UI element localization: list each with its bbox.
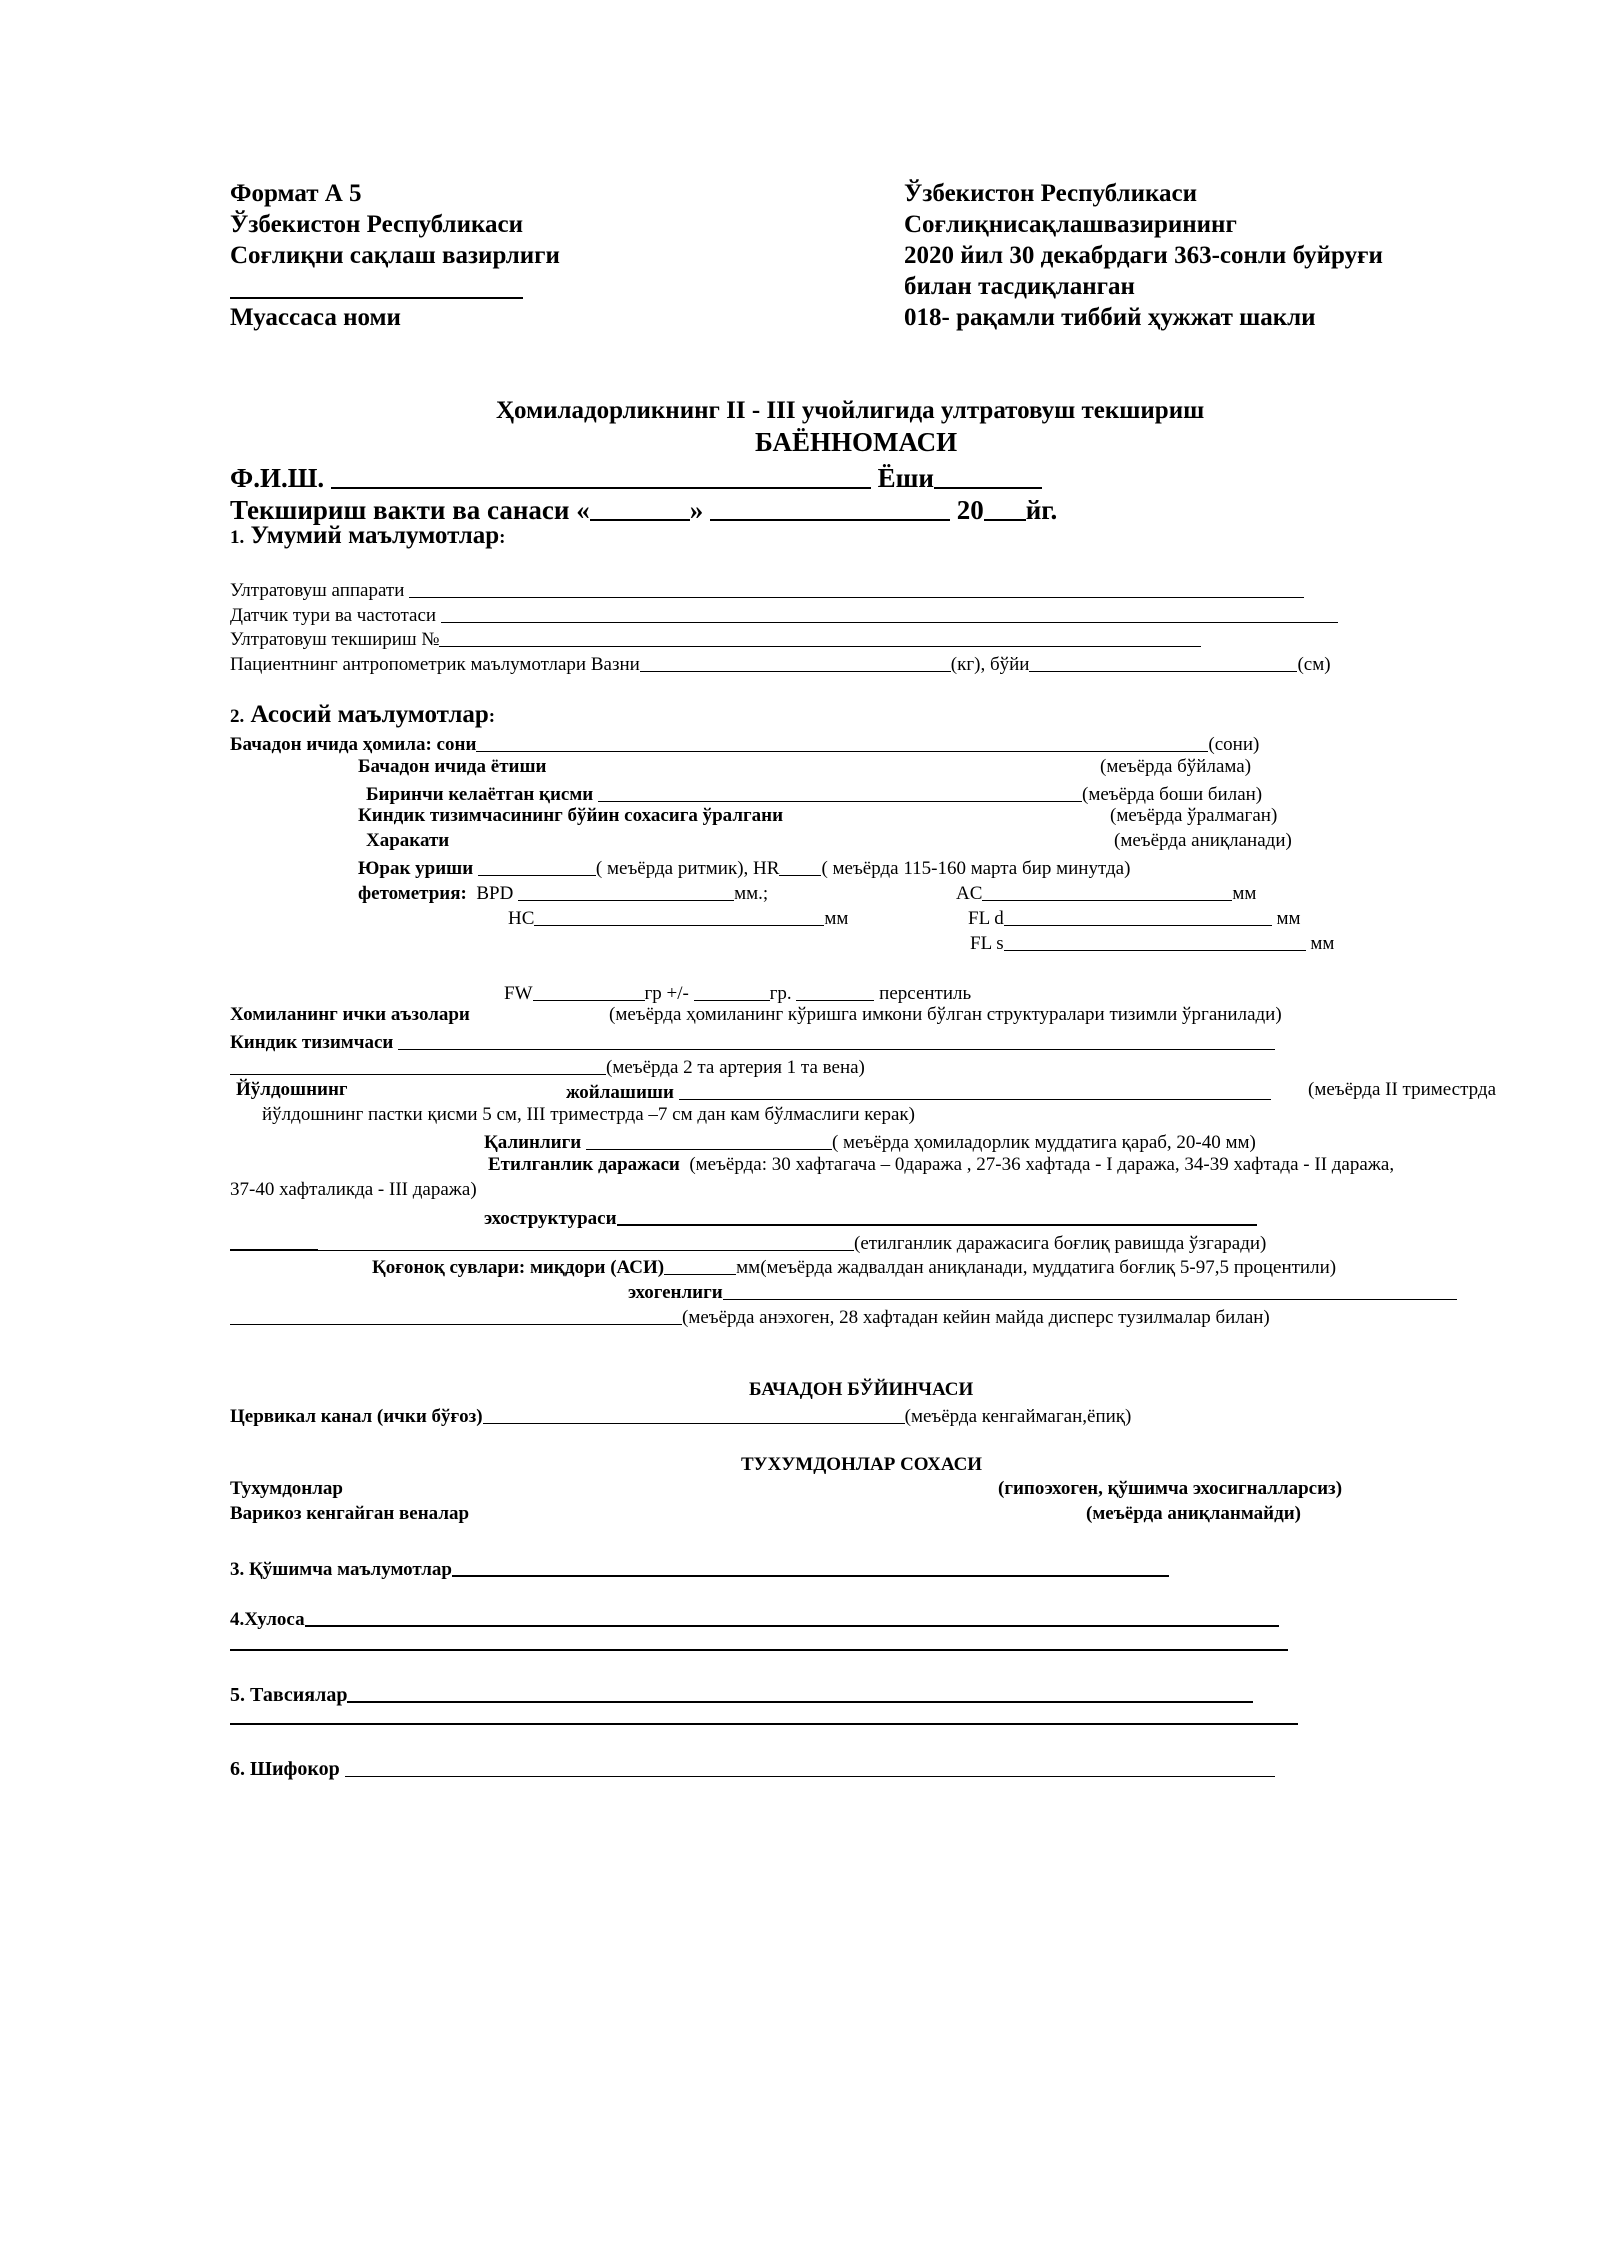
fw-field[interactable] xyxy=(533,981,645,1001)
amniotic-label: Қоғоноқ сувлари: миқдори (АСИ) xyxy=(372,1257,665,1278)
additional-row xyxy=(230,1556,1169,1579)
percentile-label: персентиль xyxy=(879,983,972,1004)
fld-row xyxy=(968,906,1301,928)
cervical-canal-field[interactable] xyxy=(483,1404,905,1424)
echostructure-row xyxy=(484,1205,1257,1228)
cm-label: (см) xyxy=(1297,654,1331,675)
sensor-field[interactable] xyxy=(441,603,1338,623)
age-label: Ёши xyxy=(877,463,934,493)
order-label: 2020 йил 30 декабрдаги 363-сонли буйруғи xyxy=(904,242,1383,269)
ovaries-heading: ТУХУМДОНЛАР СОХАСИ xyxy=(741,1454,983,1475)
sensor-label: Датчик тури ва частотаси xyxy=(230,605,437,626)
bpd-label: BPD xyxy=(476,883,514,904)
year-field[interactable] xyxy=(984,492,1026,521)
hc-unit: мм xyxy=(824,908,849,929)
republic-label-left: Ўзбекистон Республикаси xyxy=(230,211,524,238)
placenta-label: Йўлдошнинг xyxy=(236,1079,348,1100)
cord-neck-label: Киндик тизимчасининг бўйин сохасига ўралгани xyxy=(358,805,784,826)
recommendations-line-2[interactable] xyxy=(230,1723,1298,1725)
section-1-number: 1. xyxy=(230,527,245,548)
institution-name-label: Муассаса номи xyxy=(230,304,401,331)
cervix-heading: БАЧАДОН БЎЙИНЧАСИ xyxy=(749,1379,974,1400)
document-title: Ҳомиладорликнинг II - III учойлигида ултратовуш текшириш xyxy=(496,397,1205,424)
cord-neck-norm: (меъёрда ўралмаган) xyxy=(1110,805,1278,826)
section-1-title: Умумий маълумотлар xyxy=(250,522,500,549)
maturity-norm-a: (меъёрда: 30 хафтагача – 0даража , 27-36 хафтада - I даража, 34-39 хафтада - II даража, xyxy=(689,1154,1395,1175)
fw-row xyxy=(504,981,971,1003)
fls-label: FL s xyxy=(970,933,1004,954)
weight-field[interactable] xyxy=(640,652,951,672)
month-field[interactable] xyxy=(710,492,950,521)
additional-label: 3. Қўшимча маълумотлар xyxy=(230,1559,452,1580)
echostructure-field[interactable] xyxy=(617,1205,1257,1226)
recommendations-label: 5. Тавсиялар xyxy=(230,1684,348,1706)
ac-label: АC xyxy=(956,883,983,904)
section-1-heading: 1. Умумий маълумотлар: xyxy=(230,522,506,549)
amniotic-field[interactable] xyxy=(664,1255,736,1275)
fetometry-label: фетометрия: xyxy=(358,883,467,904)
conclusion-row xyxy=(230,1606,1279,1629)
conclusion-label: 4.Хулоса xyxy=(230,1609,305,1630)
cervical-canal-norm: (меъёрда кенгаймаган,ёпиқ) xyxy=(904,1406,1132,1427)
echogenicity-norm: (меъёрда анэхоген, 28 хафтадан кейин майда дисперс тузилмалар билан) xyxy=(682,1307,1270,1328)
doctor-row xyxy=(230,1756,1275,1779)
approved-label: билан тасдиқланган xyxy=(904,273,1135,300)
kg-label: (кг), бўйи xyxy=(950,654,1030,675)
placenta-norm-a: (меъёрда II триместрда xyxy=(1308,1079,1496,1100)
ovaries-norm: (гипоэхоген, қўшимча эхосигналларсиз) xyxy=(998,1478,1343,1499)
document-subtitle: БАЁННОМАСИ xyxy=(755,427,958,457)
heart-label: Юрак уриши xyxy=(358,858,474,879)
fls-unit: мм xyxy=(1310,933,1335,954)
percentile-field[interactable] xyxy=(796,981,874,1001)
cord-norm: (меъёрда 2 та артерия 1 та вена) xyxy=(606,1057,865,1078)
varicose-norm: (меъёрда аниқланмайди) xyxy=(1086,1503,1301,1524)
date-label: Текшириш вакти ва санаси « xyxy=(230,495,590,525)
fw-deviation-field[interactable] xyxy=(694,981,770,1001)
echogenicity-field[interactable] xyxy=(723,1280,1457,1300)
fld-field[interactable] xyxy=(1004,906,1272,926)
position-label: Бачадон ичида ётиши xyxy=(358,756,547,777)
echogenicity-row xyxy=(628,1280,1457,1302)
fld-label: FL d xyxy=(968,908,1004,929)
amniotic-row xyxy=(372,1255,1336,1277)
cord-field-continued[interactable] xyxy=(230,1055,606,1075)
recommendations-row xyxy=(230,1681,1253,1705)
fetus-count-label: Бачадон ичида ҳомила: сони xyxy=(230,734,477,755)
exam-date-row xyxy=(230,492,1057,524)
cord-label: Киндик тизимчаси xyxy=(230,1032,394,1053)
ac-field[interactable] xyxy=(982,881,1232,901)
fio-row xyxy=(230,460,1042,492)
position-norm: (меъёрда бўйлама) xyxy=(1100,756,1252,777)
cervical-canal-row xyxy=(230,1404,1131,1426)
ovaries-label: Тухумдонлар xyxy=(230,1478,343,1499)
echogenicity-label: эхогенлиги xyxy=(628,1282,723,1303)
fetus-count-row xyxy=(230,732,1259,754)
heart-rate-field[interactable] xyxy=(779,856,821,876)
bpd-unit: мм.; xyxy=(734,883,769,904)
placenta-location-row xyxy=(566,1080,1271,1102)
organs-norm: (меъёрда ҳомиланинг кўришга имкони бўлган структуралари тизимли ўрганилади) xyxy=(609,1004,1282,1025)
day-field[interactable] xyxy=(590,492,690,521)
section-2-heading: 2. Асосий маълумотлар: xyxy=(230,701,496,728)
ac-unit: мм xyxy=(1232,883,1257,904)
year-suffix: йг. xyxy=(1025,495,1058,525)
varicose-label: Варикоз кенгайган веналар xyxy=(230,1503,470,1524)
recommendations-field[interactable] xyxy=(347,1681,1253,1703)
heart-rhythm-field[interactable] xyxy=(478,856,596,876)
date-quote-close: » xyxy=(689,495,704,525)
fw-unit: гр +/- xyxy=(644,983,689,1004)
cord-norm-row xyxy=(230,1055,865,1077)
thickness-field[interactable] xyxy=(586,1130,832,1150)
maturity-label: Етилганлик даражаси xyxy=(488,1154,680,1175)
echostructure-field-bold[interactable] xyxy=(230,1230,318,1251)
sensor-row xyxy=(230,603,1338,625)
apparatus-row xyxy=(230,578,1304,600)
echostructure-norm-row xyxy=(230,1230,1266,1253)
organs-label: Хомиланинг ички аъзолари xyxy=(230,1004,470,1025)
movement-label: Харакати xyxy=(366,830,450,851)
fio-field[interactable] xyxy=(331,460,871,489)
format-label: Формат А 5 xyxy=(230,180,362,207)
cord-row xyxy=(230,1030,1275,1052)
cervical-canal-label: Цервикал канал (ички бўғоз) xyxy=(230,1406,483,1427)
presenting-norm: (меъёрда боши билан) xyxy=(1082,784,1263,805)
echostructure-norm: (етилганлик даражасига боғлиқ равишда ўзгаради) xyxy=(854,1233,1267,1254)
amniotic-norm: мм(меъёрда жадвалдан аниқланади, муддатига боғлиқ 5-97,5 процентили) xyxy=(736,1257,1337,1278)
exam-number-label: Ултратовуш текшириш № xyxy=(230,629,440,650)
conclusion-line-2[interactable] xyxy=(230,1649,1288,1651)
section-2-number: 2. xyxy=(230,706,245,727)
fls-row xyxy=(970,931,1334,953)
bpd-field[interactable] xyxy=(518,881,734,901)
thickness-label: Қалинлиги xyxy=(484,1132,582,1153)
fio-label: Ф.И.Ш. xyxy=(230,463,325,493)
echogenicity-field-continued[interactable] xyxy=(230,1305,682,1325)
exam-number-row xyxy=(230,627,1201,649)
hc-row xyxy=(508,906,848,928)
echostructure-label: эхоструктураси xyxy=(484,1208,617,1229)
doctor-field[interactable] xyxy=(345,1756,1275,1777)
ac-row xyxy=(956,881,1256,903)
ministry-label: Соғлиқни сақлаш вазирлиги xyxy=(230,242,560,269)
fw-deviation-unit: гр. xyxy=(769,983,792,1004)
institution-name-line[interactable] xyxy=(230,297,523,299)
fetometry-row xyxy=(358,881,768,903)
height-field[interactable] xyxy=(1029,652,1297,672)
section-2-title: Асосий маълумотлар xyxy=(250,701,489,728)
minister-label: Соғлиқнисақлашвазирининг xyxy=(904,211,1237,238)
thickness-norm: ( меъёрда ҳомиладорлик муддатига қараб, 20-40 мм) xyxy=(831,1132,1256,1153)
hc-field[interactable] xyxy=(534,906,824,926)
maturity-row xyxy=(488,1155,1394,1174)
echogenicity-norm-row xyxy=(230,1305,1270,1327)
age-field[interactable] xyxy=(934,460,1042,489)
exam-number-field[interactable] xyxy=(439,627,1201,647)
movement-norm: (меъёрда аниқланади) xyxy=(1114,830,1292,851)
anthro-label: Пациентнинг антропометрик маълумотлари Вазни xyxy=(230,654,640,675)
apparatus-field[interactable] xyxy=(409,578,1304,598)
conclusion-field[interactable] xyxy=(305,1606,1279,1627)
fld-unit: мм xyxy=(1276,908,1301,929)
presenting-label: Биринчи келаётган қисми xyxy=(366,784,594,805)
anthropometric-row xyxy=(230,652,1331,674)
thickness-row xyxy=(484,1130,1256,1152)
apparatus-label: Ултратовуш аппарати xyxy=(230,580,405,601)
form-number-label: 018- рақамли тиббий ҳужжат шакли xyxy=(904,304,1316,331)
additional-field[interactable] xyxy=(452,1556,1169,1577)
maturity-norm-b: 37-40 хафталикда - III даража) xyxy=(230,1179,477,1200)
echostructure-field-continued[interactable] xyxy=(318,1231,854,1251)
republic-label-right: Ўзбекистон Республикаси xyxy=(904,180,1198,207)
year-prefix: 20 xyxy=(956,495,984,525)
doctor-label: 6. Шифокор xyxy=(230,1758,340,1780)
heart-rate-norm: ( меъёрда 115-160 марта бир минутда) xyxy=(821,858,1131,879)
fls-field[interactable] xyxy=(1004,931,1306,951)
presenting-row xyxy=(366,782,1262,804)
hc-label: HC xyxy=(508,908,535,929)
placenta-location-field[interactable] xyxy=(679,1080,1271,1100)
presenting-field[interactable] xyxy=(598,782,1082,802)
fw-label: FW xyxy=(504,983,533,1004)
cord-field[interactable] xyxy=(398,1030,1275,1050)
fetus-count-field[interactable] xyxy=(476,732,1208,752)
heart-rhythm-norm: ( меъёрда ритмик), HR xyxy=(595,858,780,879)
placenta-norm-b: йўлдошнинг пастки қисми 5 см, III триместрда –7 см дан кам бўлмаслиги керак) xyxy=(262,1104,915,1125)
placenta-location-label: жойлашиши xyxy=(566,1082,674,1103)
heart-row xyxy=(358,856,1130,878)
fetus-count-unit: (сони) xyxy=(1208,734,1260,755)
